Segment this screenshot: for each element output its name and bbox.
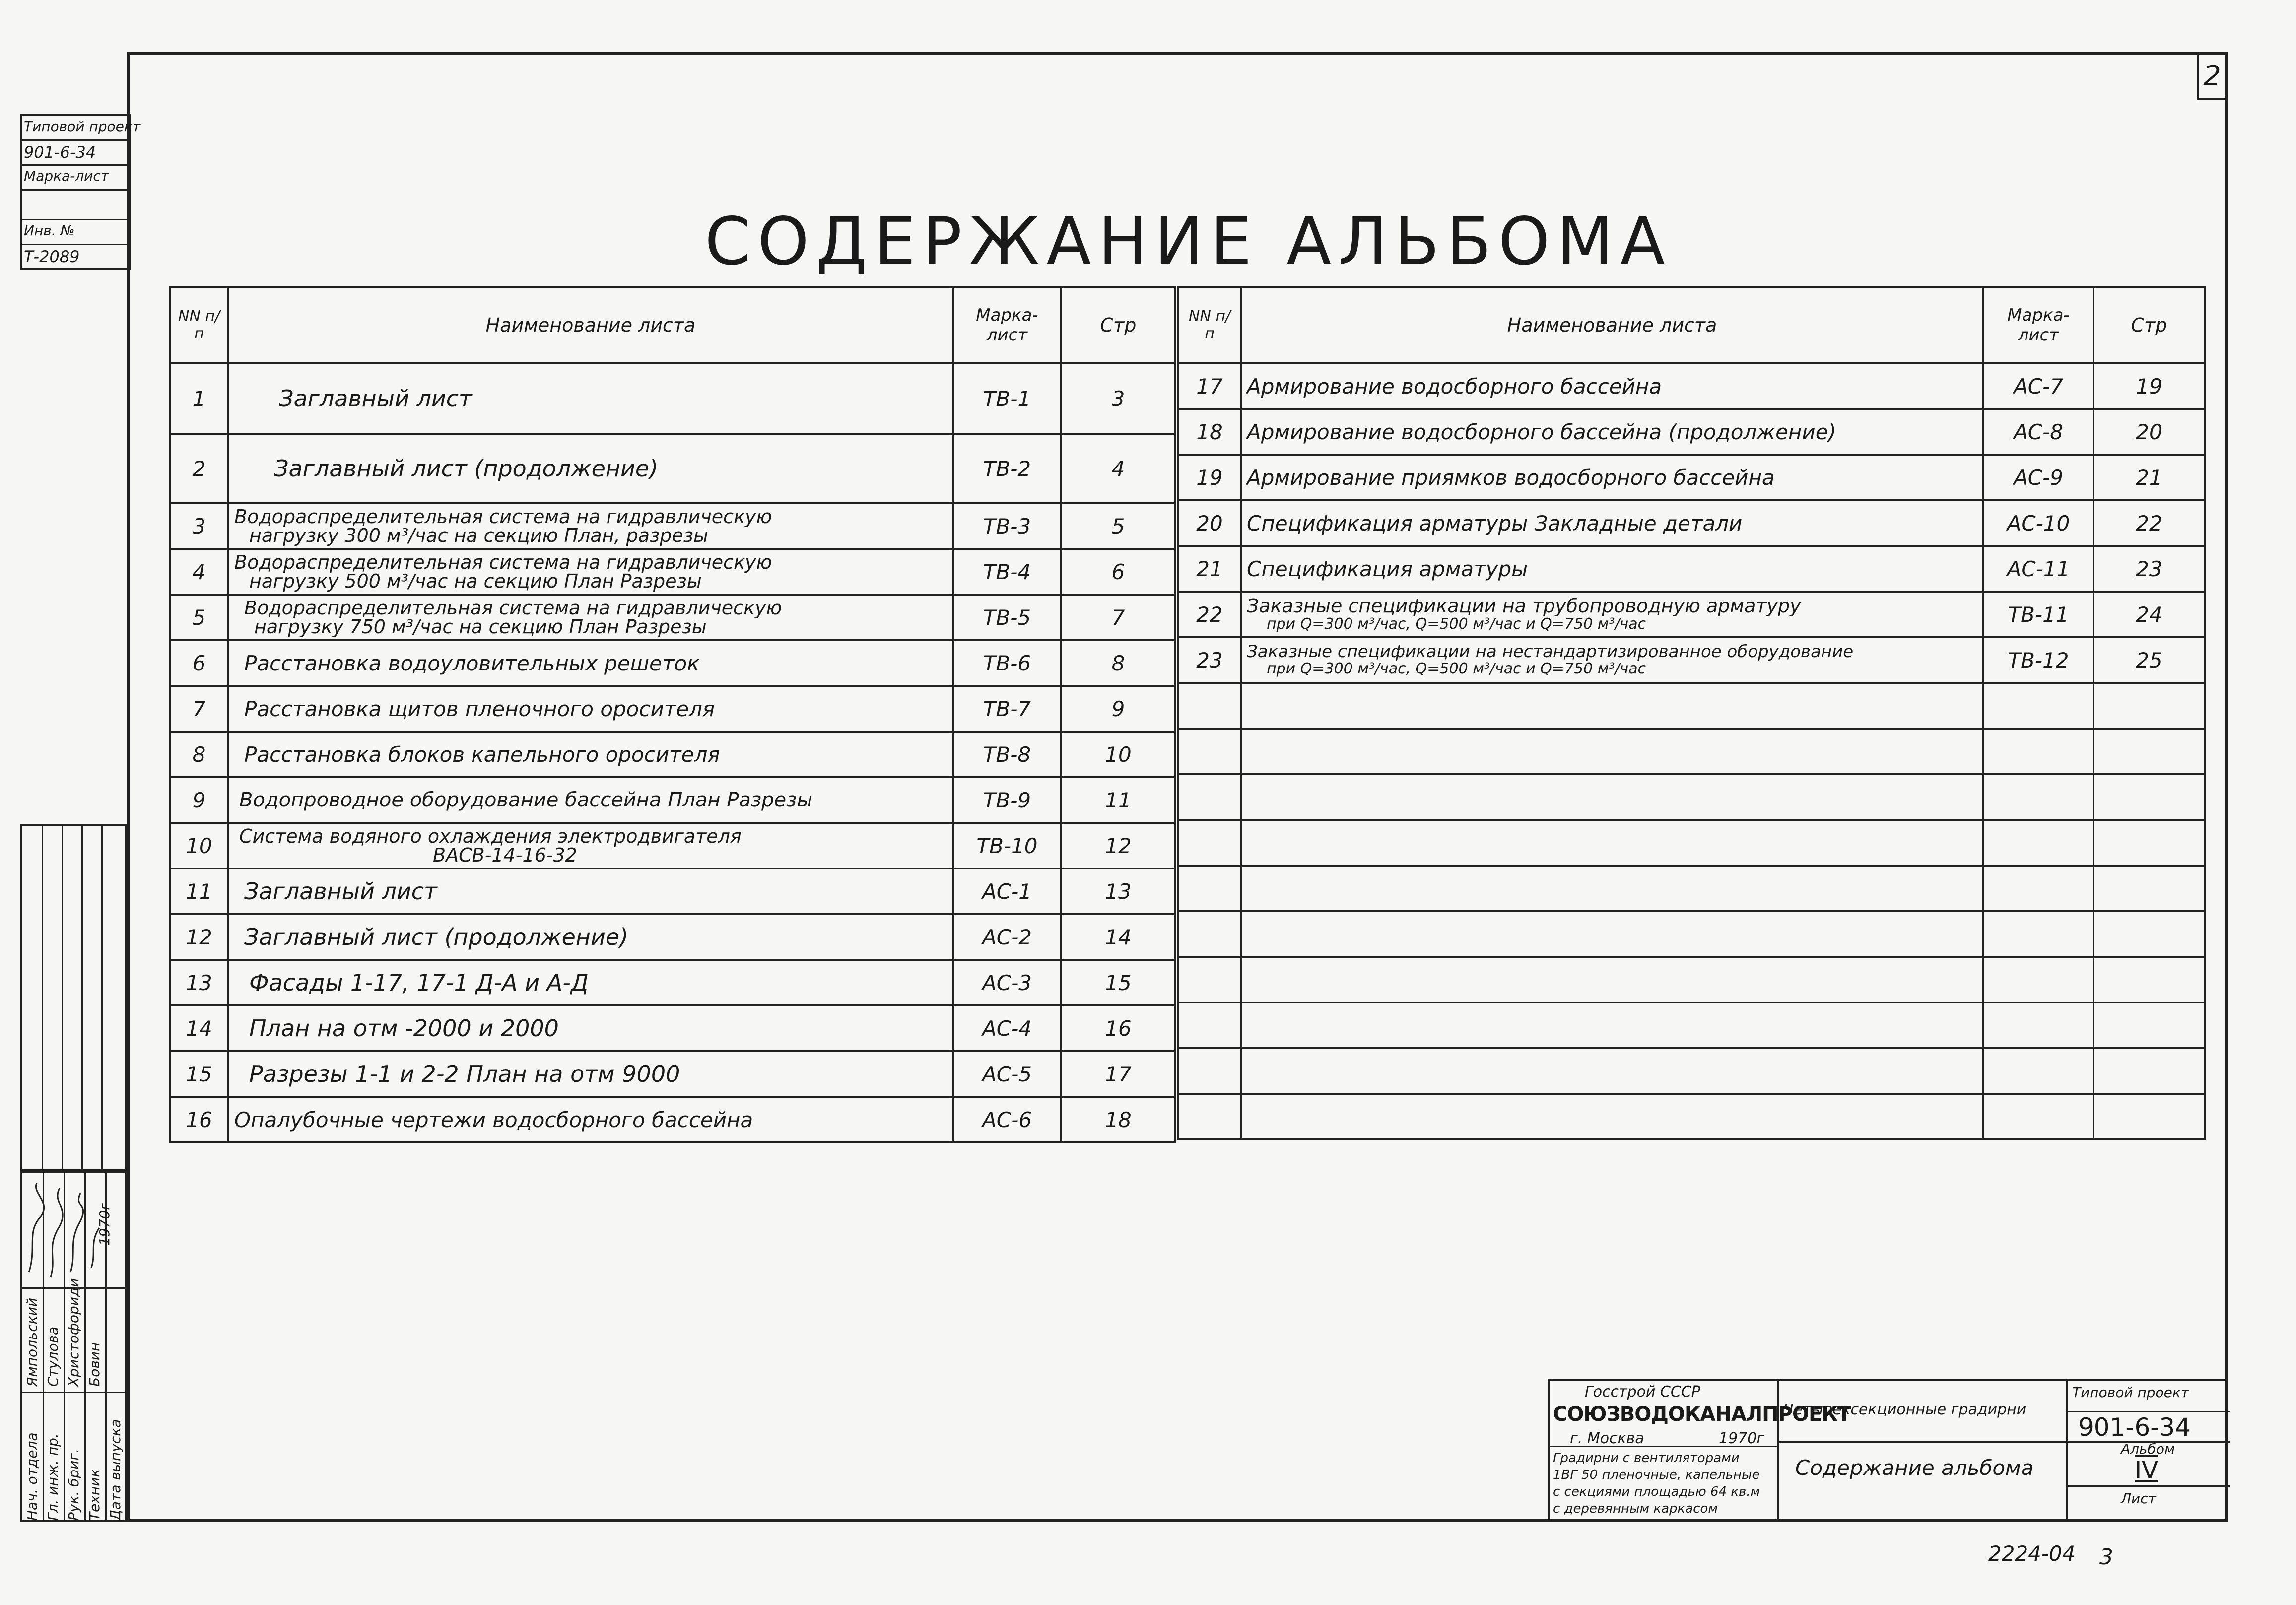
row-page: 14 (1061, 914, 1175, 960)
sig-role-1: Нач. отдела (24, 1432, 40, 1521)
row-name: План на отм -2000 и 2000 (228, 1005, 953, 1051)
row-mark: ТВ-5 (953, 595, 1061, 640)
row-num: 18 (1178, 409, 1241, 455)
row-mark: ТВ-11 (1983, 592, 2093, 637)
side-blank (22, 191, 129, 220)
header-mark: Марка-лист (953, 287, 1061, 363)
table-row (170, 732, 1175, 777)
row-name: Опалубочные чертежи водосборного бассейна (228, 1097, 953, 1142)
row-num: 4 (170, 549, 228, 595)
handwritten-signatures (22, 1173, 129, 1287)
tb-org2: СОЮЗВОДОКАНАЛПРОЕКТ (1553, 1403, 1851, 1426)
row-mark: ТВ-6 (953, 640, 1061, 686)
table-row (170, 823, 1175, 869)
row-page: 13 (1061, 869, 1175, 914)
table-row-empty (1178, 774, 2205, 820)
table-row (1178, 546, 2205, 592)
table-row (170, 549, 1175, 595)
header-mark: Марка-лист (1983, 287, 2093, 363)
table-row (170, 914, 1175, 960)
title-block (1548, 1379, 2228, 1522)
row-mark: АС-11 (1983, 546, 2093, 592)
table-row-empty (1178, 683, 2205, 729)
tb-proj-code: 901-6-34 (2078, 1413, 2191, 1442)
row-name-line1: Водораспределительная система на гидравлическую (234, 551, 772, 573)
row-name: Расстановка водоуловительных решеток (228, 640, 953, 686)
row-name: Разрезы 1-1 и 2-2 План на отм 9000 (228, 1051, 953, 1097)
sig-name-4: Бовин (86, 1342, 103, 1387)
row-mark: АС-1 (953, 869, 1061, 914)
tb-city: г. Москва (1570, 1430, 1644, 1447)
row-num: 13 (170, 960, 228, 1005)
row-num: 9 (170, 777, 228, 823)
tb-list-label: Лист (2121, 1490, 2156, 1507)
row-mark: ТВ-10 (953, 823, 1061, 869)
row-num: 1 (170, 363, 228, 434)
row-name-line1: Водораспределительная система на гидравлическую (234, 506, 772, 528)
row-mark: АС-8 (1983, 409, 2093, 455)
row-name (228, 549, 953, 595)
row-page: 15 (1061, 960, 1175, 1005)
row-num: 21 (1178, 546, 1241, 592)
row-num: 15 (170, 1051, 228, 1097)
row-name-line2: нагрузку 500 м³/час на секцию План Разрезы (249, 570, 702, 592)
row-name: Заглавный лист (228, 869, 953, 914)
table-row (170, 960, 1175, 1005)
table-row (170, 777, 1175, 823)
row-name (1241, 637, 1983, 683)
row-page: 3 (1061, 363, 1175, 434)
row-page: 10 (1061, 732, 1175, 777)
signature-block (20, 1171, 127, 1522)
row-num: 23 (1178, 637, 1241, 683)
row-page: 25 (2093, 637, 2205, 683)
table-row (170, 640, 1175, 686)
row-name: Заглавный лист (228, 363, 953, 434)
row-name (1241, 592, 1983, 637)
row-num: 5 (170, 595, 228, 640)
tb-album-no: IV (2135, 1457, 2158, 1484)
row-page: 19 (2093, 363, 2205, 409)
row-name: Армирование водосборного бассейна (1241, 363, 1983, 409)
table-row-empty (1178, 957, 2205, 1003)
side-inv-number: Т-2089 (22, 245, 129, 270)
header-name: Наименование листа (1241, 287, 1983, 363)
row-mark: ТВ-8 (953, 732, 1061, 777)
side-project-label: Типовой проект (22, 116, 129, 141)
row-name: Расстановка щитов пленочного оросителя (228, 686, 953, 732)
row-name: Армирование водосборного бассейна (продолжение) (1241, 409, 1983, 455)
tb-object: Четырехсекционные градирни (1783, 1401, 2026, 1418)
tb-year: 1970г (1719, 1430, 1765, 1447)
header-name: Наименование листа (228, 287, 953, 363)
row-name (228, 823, 953, 869)
table-row (170, 434, 1175, 503)
row-page: 16 (1061, 1005, 1175, 1051)
row-name-line1: Система водяного охлаждения электродвигателя (239, 825, 742, 847)
row-name: Фасады 1-17, 17-1 Д-А и А-Д (228, 960, 953, 1005)
row-num: 12 (170, 914, 228, 960)
row-num: 16 (170, 1097, 228, 1142)
row-mark: АС-10 (1983, 500, 2093, 546)
row-page: 11 (1061, 777, 1175, 823)
row-num: 17 (1178, 363, 1241, 409)
row-name-line1: Заказные спецификации на нестандартизированное оборудование (1247, 642, 1854, 662)
sig-name-3: Христофориди (66, 1278, 82, 1387)
footer-code: 2224-04 (1988, 1541, 2076, 1566)
row-mark: АС-6 (953, 1097, 1061, 1142)
row-num: 6 (170, 640, 228, 686)
row-name: Расстановка блоков капельного оросителя (228, 732, 953, 777)
sig-role-4: Техник (86, 1469, 103, 1521)
row-mark: АС-5 (953, 1051, 1061, 1097)
sig-role-3: Рук. бриг. (66, 1448, 82, 1521)
table-row (1178, 592, 2205, 637)
row-page: 22 (2093, 500, 2205, 546)
row-mark: АС-2 (953, 914, 1061, 960)
row-num: 19 (1178, 455, 1241, 500)
table-row-empty (1178, 1048, 2205, 1094)
table-row-empty (1178, 729, 2205, 774)
row-mark: ТВ-3 (953, 503, 1061, 549)
row-page: 8 (1061, 640, 1175, 686)
row-mark: ТВ-2 (953, 434, 1061, 503)
side-project-code: 901-6-34 (22, 141, 129, 166)
header-num: NN п/п (170, 287, 228, 363)
tb-desc2: 1ВГ 50 пленочные, капельные (1553, 1468, 1760, 1482)
tb-desc4: с деревянным каркасом (1553, 1501, 1718, 1516)
side-stamp (20, 114, 141, 270)
row-num: 10 (170, 823, 228, 869)
sig-role-2: Гл. инж. пр. (45, 1433, 61, 1521)
table-row (170, 595, 1175, 640)
table-row (1178, 637, 2205, 683)
sig-name-1: Ямпольский (24, 1297, 40, 1387)
row-page: 9 (1061, 686, 1175, 732)
header-page: Стр (1061, 287, 1175, 363)
row-page: 23 (2093, 546, 2205, 592)
row-mark: ТВ-1 (953, 363, 1061, 434)
row-mark: ТВ-12 (1983, 637, 2093, 683)
row-name-line2: нагрузку 750 м³/час на секцию План Разрезы (254, 616, 707, 638)
tb-sheet-title: Содержание альбома (1795, 1456, 2034, 1480)
contents-table-left (169, 286, 1176, 1143)
row-num: 3 (170, 503, 228, 549)
row-mark: ТВ-7 (953, 686, 1061, 732)
row-num: 22 (1178, 592, 1241, 637)
row-name (228, 503, 953, 549)
table-row-empty (1178, 911, 2205, 957)
row-name-line1: Водораспределительная система на гидравлическую (244, 597, 782, 619)
sig-date: 1970г (96, 1203, 113, 1246)
row-name: Армирование приямков водосборного бассейна (1241, 455, 1983, 500)
row-name-line2: при Q=300 м³/час, Q=500 м³/час и Q=750 м³/час (1267, 660, 1646, 678)
row-page: 18 (1061, 1097, 1175, 1142)
tb-desc3: с секциями площадью 64 кв.м (1553, 1484, 1760, 1499)
tb-desc1: Градирни с вентиляторами (1553, 1451, 1740, 1466)
row-page: 12 (1061, 823, 1175, 869)
table-row (170, 686, 1175, 732)
row-num: 2 (170, 434, 228, 503)
row-name: Спецификация арматуры Закладные детали (1241, 500, 1983, 546)
row-name-line1: Заказные спецификации на трубопроводную арматуру (1247, 595, 1801, 617)
row-name: Спецификация арматуры (1241, 546, 1983, 592)
header-num: NN п/п (1178, 287, 1241, 363)
row-page: 4 (1061, 434, 1175, 503)
footer-mark: 3 (2099, 1544, 2113, 1570)
table-header-row (170, 287, 1175, 363)
row-name (228, 595, 953, 640)
row-page: 7 (1061, 595, 1175, 640)
table-row (170, 1051, 1175, 1097)
table-row-empty (1178, 866, 2205, 911)
row-page: 24 (2093, 592, 2205, 637)
side-strip-upper (20, 824, 127, 1171)
row-num: 11 (170, 869, 228, 914)
sheet-number: 2 (2197, 52, 2228, 100)
sig-name-2: Стулова (45, 1326, 61, 1387)
row-mark: ТВ-9 (953, 777, 1061, 823)
row-mark: АС-4 (953, 1005, 1061, 1051)
row-num: 8 (170, 732, 228, 777)
side-inv-label: Инв. № (22, 220, 129, 245)
header-page: Стр (2093, 287, 2205, 363)
row-page: 20 (2093, 409, 2205, 455)
table-row (170, 1005, 1175, 1051)
row-num: 7 (170, 686, 228, 732)
table-row (1178, 500, 2205, 546)
row-mark: АС-9 (1983, 455, 2093, 500)
tb-org1: Госстрой СССР (1585, 1383, 1700, 1401)
tb-proj-label: Типовой проект (2072, 1384, 2189, 1401)
row-name: Водопроводное оборудование бассейна План Разрезы (228, 777, 953, 823)
row-mark: ТВ-4 (953, 549, 1061, 595)
row-name-line2: ВАСВ-14-16-32 (433, 844, 577, 866)
tb-album-label: Альбом (2121, 1441, 2175, 1457)
row-num: 14 (170, 1005, 228, 1051)
row-page: 17 (1061, 1051, 1175, 1097)
row-name-line2: при Q=300 м³/час, Q=500 м³/час и Q=750 м³/час (1267, 615, 1646, 633)
row-name-line2: нагрузку 300 м³/час на секцию План, разрезы (249, 525, 708, 546)
table-row (170, 869, 1175, 914)
table-row-empty (1178, 1094, 2205, 1139)
side-mark-label: Марка-лист (22, 166, 129, 191)
page-title: СОДЕРЖАНИЕ АЛЬБОМА (705, 203, 1672, 280)
table-row (170, 1097, 1175, 1142)
table-row (170, 503, 1175, 549)
sig-role-5: Дата выпуска (107, 1419, 124, 1521)
contents-table-right (1177, 286, 2206, 1140)
table-row (1178, 455, 2205, 500)
row-name: Заглавный лист (продолжение) (228, 434, 953, 503)
row-page: 5 (1061, 503, 1175, 549)
row-num: 20 (1178, 500, 1241, 546)
table-row (1178, 409, 2205, 455)
table-row-empty (1178, 820, 2205, 866)
table-header-row (1178, 287, 2205, 363)
row-mark: АС-7 (1983, 363, 2093, 409)
row-mark: АС-3 (953, 960, 1061, 1005)
row-name: Заглавный лист (продолжение) (228, 914, 953, 960)
table-row-empty (1178, 1003, 2205, 1048)
row-page: 6 (1061, 549, 1175, 595)
table-row (1178, 363, 2205, 409)
row-page: 21 (2093, 455, 2205, 500)
table-row (170, 363, 1175, 434)
